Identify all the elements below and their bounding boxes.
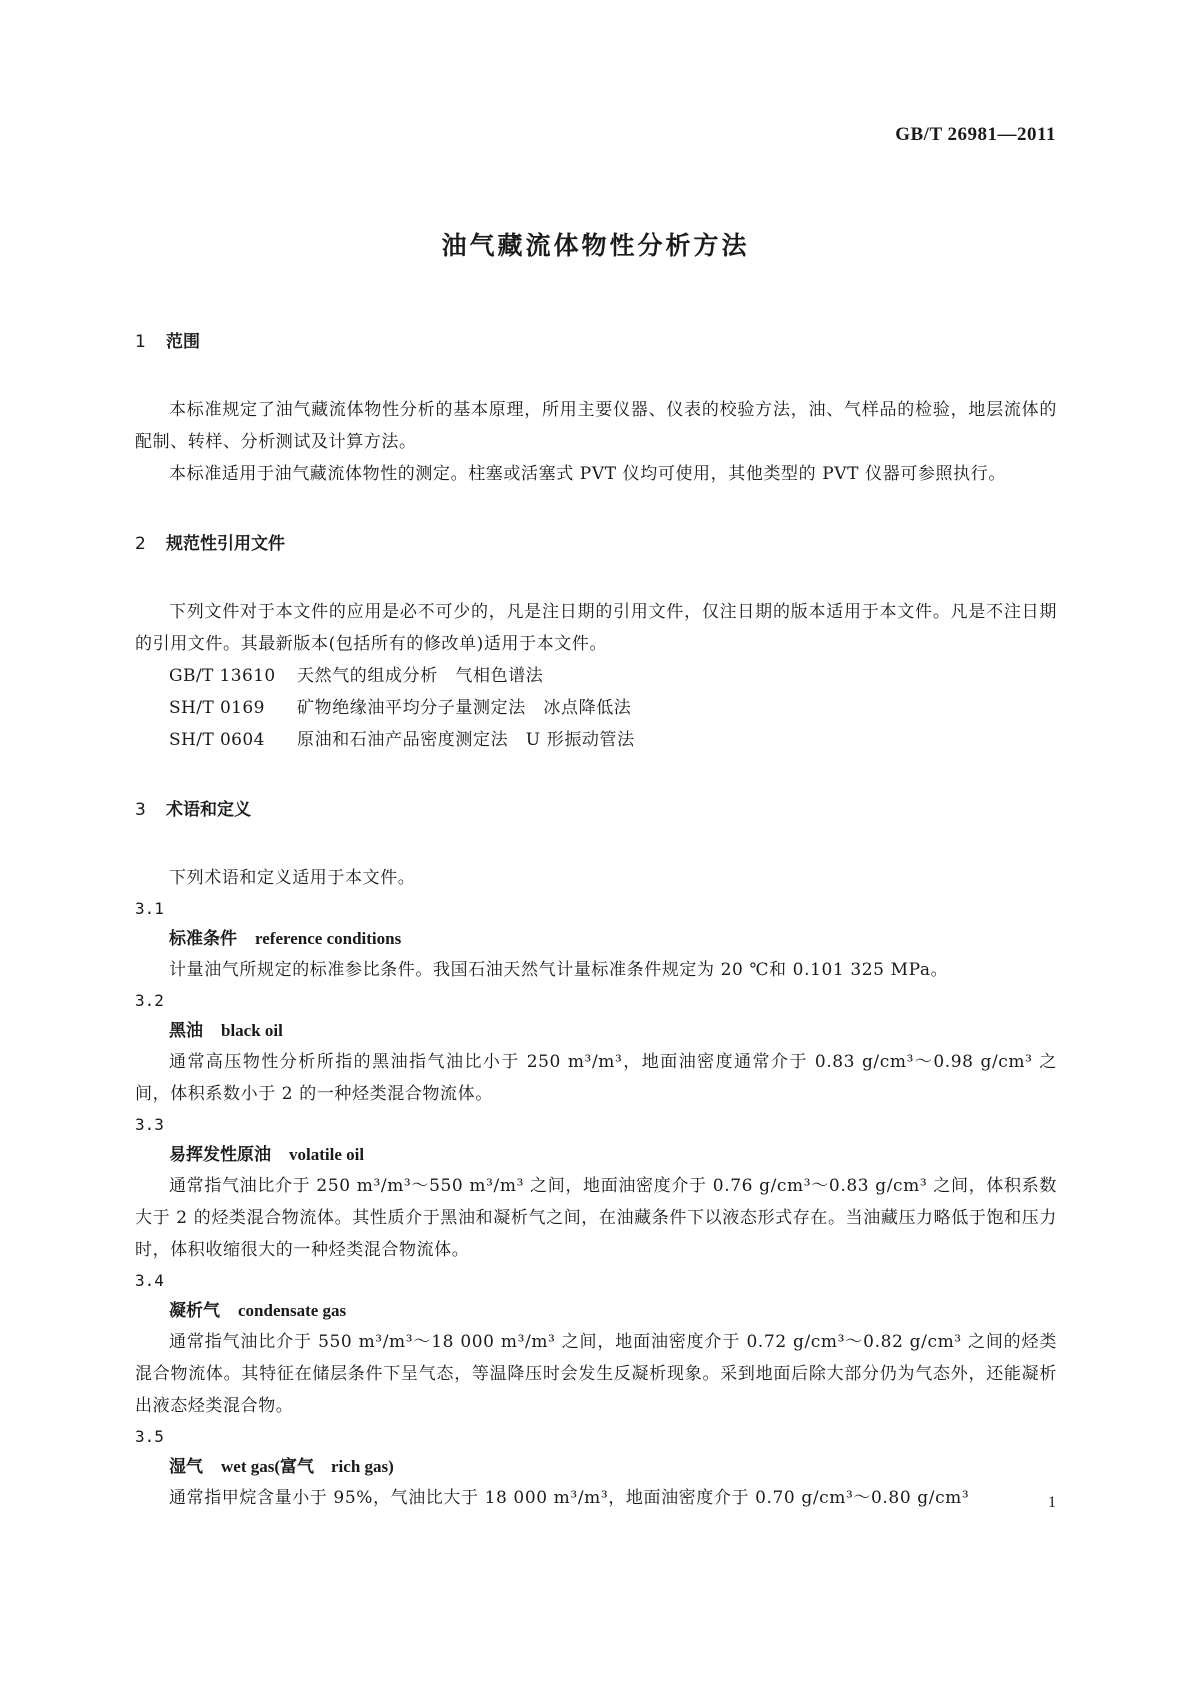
reference-code: SH/T 0169 <box>169 698 265 718</box>
section-normative-references <box>135 528 1057 756</box>
document-body <box>135 326 1057 1514</box>
standard-code: GB/T 26981—2011 <box>895 124 1056 145</box>
term-number: 3.5 <box>135 1427 164 1446</box>
term-name <box>135 1140 1057 1170</box>
term-entry <box>135 1110 1057 1266</box>
reference-title: 原油和石油产品密度测定法 U 形振动管法 <box>297 730 635 750</box>
section-number: 3 <box>135 800 146 820</box>
paragraph: 本标准规定了油气藏流体物性分析的基本原理，所用主要仪器、仪表的校验方法，油、气样品的检验，地层流体的配制、转样、分析测试及计算方法。 <box>135 400 1057 452</box>
term-number: 3.4 <box>135 1271 164 1290</box>
section-heading <box>135 326 1057 358</box>
term-entry <box>135 986 1057 1110</box>
term-zh: 湿气 <box>169 1457 203 1477</box>
term-definition: 通常高压物性分析所指的黑油指气油比小于 250 m³/m³，地面油密度通常介于 0.83 g/cm³～0.98 g/cm³ 之间，体积系数小于 2 的一种烃类混合物流体。 <box>135 1052 1057 1104</box>
term-entry <box>135 1422 1057 1514</box>
section-number: 1 <box>135 332 146 352</box>
term-definition: 通常指气油比介于 250 m³/m³～550 m³/m³ 之间，地面油密度介于 0.76 g/cm³～0.83 g/cm³ 之间，体积系数大于 2 的烃类混合物流体。其性质介于黑油和凝析气之间，在油藏条件下以液态形式存在。当油藏压力略低于饱和压力时，体积收缩很大的一种烃类混合物流体。 <box>135 1176 1057 1260</box>
reference-item <box>135 660 1057 692</box>
term-name <box>135 1452 1057 1482</box>
paragraph: 下列术语和定义适用于本文件。 <box>169 868 416 888</box>
document-title: 油气藏流体物性分析方法 <box>441 231 750 260</box>
term-en: volatile oil <box>289 1145 365 1164</box>
section-title: 术语和定义 <box>166 800 251 820</box>
term-definition: 计量油气所规定的标准参比条件。我国石油天然气计量标准条件规定为 20 ℃和 0.101 325 MPa。 <box>169 960 949 980</box>
term-definition: 通常指气油比介于 550 m³/m³～18 000 m³/m³ 之间，地面油密度介于 0.72 g/cm³～0.82 g/cm³ 之间的烃类混合物流体。其特征在储层条件下呈气态，等温降压时会发生反凝析现象。采到地面后除大部分仍为气态外，还能凝析出液态烃类混合物。 <box>135 1332 1057 1416</box>
reference-title: 矿物绝缘油平均分子量测定法 冰点降低法 <box>297 698 632 718</box>
section-heading <box>135 794 1057 826</box>
term-number: 3.1 <box>135 899 164 918</box>
term-definition: 通常指甲烷含量小于 95%，气油比大于 18 000 m³/m³，地面油密度介于 0.70 g/cm³～0.80 g/cm³ <box>169 1488 970 1508</box>
section-heading <box>135 528 1057 560</box>
term-zh: 黑油 <box>169 1021 203 1041</box>
section-scope <box>135 326 1057 490</box>
term-name <box>135 1016 1057 1046</box>
term-name <box>135 924 1057 954</box>
page-number: 1 <box>1048 1494 1056 1511</box>
term-number: 3.3 <box>135 1115 164 1134</box>
reference-code: SH/T 0604 <box>169 730 265 750</box>
term-en: condensate gas <box>238 1301 347 1320</box>
reference-item <box>135 692 1057 724</box>
term-name <box>135 1296 1057 1326</box>
section-number: 2 <box>135 534 146 554</box>
term-en: black oil <box>221 1021 283 1040</box>
paragraph: 本标准适用于油气藏流体物性的测定。柱塞或活塞式 PVT 仪均可使用，其他类型的 PVT 仪器可参照执行。 <box>169 464 1006 484</box>
term-entry <box>135 1266 1057 1422</box>
term-zh: 标准条件 <box>169 929 237 949</box>
term-number: 3.2 <box>135 991 164 1010</box>
section-terms-definitions <box>135 794 1057 1514</box>
reference-title: 天然气的组成分析 气相色谱法 <box>297 666 544 686</box>
section-title: 规范性引用文件 <box>166 534 285 554</box>
term-zh: 凝析气 <box>169 1301 220 1321</box>
term-entry <box>135 894 1057 986</box>
reference-code: GB/T 13610 <box>169 666 276 686</box>
paragraph: 下列文件对于本文件的应用是必不可少的，凡是注日期的引用文件，仅注日期的版本适用于本文件。凡是不注日期的引用文件。其最新版本(包括所有的修改单)适用于本文件。 <box>135 602 1057 654</box>
term-en: wet gas(富气 rich gas) <box>221 1457 394 1476</box>
reference-item <box>135 724 1057 756</box>
section-title: 范围 <box>166 332 200 352</box>
term-en: reference conditions <box>255 929 402 948</box>
term-zh: 易挥发性原油 <box>169 1145 271 1165</box>
